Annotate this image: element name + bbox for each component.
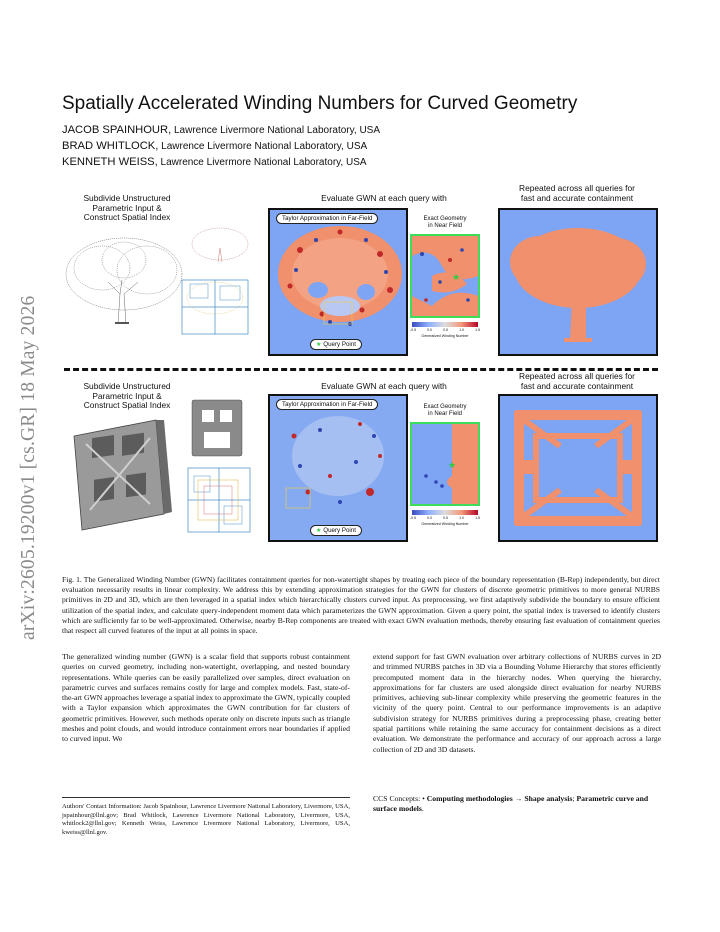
taylor-approx-label: Taylor Approximation in Far-Field [276, 213, 378, 224]
cad-containment-plot [500, 396, 656, 540]
ccs-suffix: . [421, 804, 424, 814]
cbar-tick: -0.5 [410, 328, 417, 332]
cbar-tick: 0.0 [427, 516, 433, 520]
ccs-concepts [373, 794, 661, 815]
cbar-tick: 0.0 [427, 328, 433, 332]
ccs-prefix: CCS Concepts: • [373, 794, 427, 803]
subdivided-tree-image [180, 222, 252, 337]
author-name: JACOB SPAINHOUR, [62, 124, 172, 136]
paper-title: Spatially Accelerated Winding Numbers for Curved Geometry [62, 93, 578, 114]
label-subdivide-top: Subdivide Unstructured Parametric Input & Construct Spatial Index [83, 193, 171, 222]
cbar-tick: 0.5 [443, 328, 448, 332]
near-field-panel-bottom [410, 422, 480, 506]
label-evaluate-bottom: Evaluate GWN at each query with [321, 381, 447, 391]
teaser-figure [62, 182, 660, 554]
near-field-plot [412, 236, 478, 316]
svg-text:★: ★ [448, 461, 457, 471]
query-point-label [310, 339, 362, 350]
label-evaluate-top: Evaluate GWN at each query with [321, 193, 447, 203]
near-field-plot [412, 424, 478, 504]
containment-result-panel-top [498, 208, 658, 356]
query-point-text: Query Point [323, 341, 356, 348]
query-point-text: Query Point [323, 527, 356, 534]
author-affiliation: Lawrence Livermore National Laboratory, USA [157, 157, 367, 168]
arxiv-stamp: arXiv:2605.19200v1 [cs.GR] 18 May 2026 [18, 295, 39, 640]
gwn-field-plot [270, 210, 406, 354]
cbar-tick: 0.5 [443, 516, 448, 520]
colorbar-ticks-top [410, 328, 480, 332]
containment-result-panel-bottom [498, 394, 658, 542]
colorbar-title-top: Generalized Winding Number [421, 334, 469, 338]
author-name: KENNETH WEISS, [62, 156, 158, 168]
author-affiliation: Lawrence Livermore National Laboratory, USA [158, 141, 368, 152]
exact-geometry-label-bottom: Exact Geometry in Near Field [423, 404, 467, 417]
author-contact-info: Authors' Contact Information: Jacob Spainhour, Lawrence Livermore National Laboratory, Livermore, USA, jspainhour@llnl.gov; Brad Whitlock, Lawrence Livermore National Laboratory, Livermore, USA, whitlock2@llnl.gov; Kenneth Weiss, Lawrence Livermore National Laboratory, Livermore, USA, kweiss@llnl.gov. [62, 797, 350, 837]
author-line [62, 140, 367, 152]
colorbar-title-bottom: Generalized Winding Number [421, 522, 469, 526]
query-point-label [310, 525, 362, 536]
author-name: BRAD WHITLOCK, [62, 140, 159, 152]
author-line [62, 156, 367, 168]
label-repeat-bottom: Repeated across all queries for fast and accurate containment [519, 371, 635, 391]
exact-geometry-label-top: Exact Geometry in Near Field [423, 216, 467, 229]
subdivided-cad-image [184, 396, 254, 536]
tree-outline-image [62, 232, 187, 332]
far-field-gwn-panel-bottom [268, 394, 408, 542]
cad-part-image [64, 414, 184, 534]
svg-text:★: ★ [452, 273, 461, 283]
abstract-column-1: The generalized winding number (GWN) is a scalar field that supports robust containment queries on curved geometry, including non-watertight, overlapping, and nested boundary representations. While queries can be easily parallelized over samples, direct evaluation on parametric curves and surfaces remains costly for large and complex models. Fast, state-of-the-art GWN approaches leverage a spatial index to approximate the GWN, typically coupled with a Taylor expansion which approximates the GWN contribution for far clusters of geometric primitives. However, such methods operate only on discrete inputs such as triangle meshes and point clouds, and would introduce containment errors near boundaries if applied to curved input. We [62, 652, 350, 744]
cbar-tick: 1.5 [475, 516, 480, 520]
ccs-concept-2: Parametric curve and surface models [373, 794, 649, 814]
author-affiliation: Lawrence Livermore National Laboratory, USA [171, 125, 381, 136]
colorbar-ticks-bottom [410, 516, 480, 520]
far-field-gwn-panel-top [268, 208, 408, 356]
ccs-separator: ; [572, 794, 577, 803]
cbar-tick: 1.0 [459, 516, 464, 520]
author-line [62, 124, 380, 136]
cbar-tick: 1.0 [459, 328, 464, 332]
figure-caption: Fig. 1. The Generalized Winding Number (GWN) facilitates containment queries for non-watertight shapes by treating each piece of the boundary representation (B-Rep) independently, but direct evaluation necessarily results in linear complexity. We address this by extending approximation strategies for the GWN for clusters of discrete geometric primitives to more general NURBS primitives in 2D and 3D, which are then leveraged in a spatial index which hierarchically clusters curved input. As preprocessing, we first adaptively subdivide the boundary to ensure efficient utilization of the spatial index, and calculate query-independent moment data which parameterizes the GWN approximation. Given a query point, the spatial index is traversed to identify clusters which are sufficiently far to be well-approximated. Otherwise, nearby B-Rep components are treated with exact GWN evaluation methods, thereby ensuring fast evaluation of containment queries that respect all curved features of the input at all points in space. [62, 575, 660, 636]
star-icon: ★ [316, 341, 322, 348]
label-subdivide-bottom: Subdivide Unstructured Parametric Input & Construct Spatial Index [83, 381, 171, 410]
label-repeat-top: Repeated across all queries for fast and accurate containment [519, 183, 635, 203]
cbar-tick: 1.5 [475, 328, 480, 332]
cbar-tick: -0.5 [410, 516, 417, 520]
tree-containment-plot [500, 210, 656, 354]
colorbar-top [412, 322, 478, 327]
abstract-column-2: extend support for fast GWN evaluation over arbitrary collections of NURBS curves in 2D and trimmed NURBS patches in 3D via a Bounding Volume Hierarchy that stores efficiently precomputed moment data in the hierarchy nodes. When querying the hierarchy, approximations for far clusters are used alongside direct evaluation for nearby NURBS primitives, achieving sub-linear complexity while preserving the geometric features in the vicinity of the query point. Central to our performance improvements is an adaptive subdivision strategy for NURBS primitives during a preprocessing phase, creating better spatial partitions while retaining the same accuracy for containment decisions as a direct evaluation. We demonstrate the performance and accuracy of our approach across a large collection of 2D and 3D datasets. [373, 652, 661, 754]
taylor-approx-label: Taylor Approximation in Far-Field [276, 399, 378, 410]
near-field-panel-top [410, 234, 480, 318]
star-icon: ★ [316, 527, 322, 534]
ccs-concept-1: Computing methodologies → Shape analysis [426, 794, 573, 803]
gwn-field-plot [270, 396, 406, 540]
colorbar-bottom [412, 510, 478, 515]
